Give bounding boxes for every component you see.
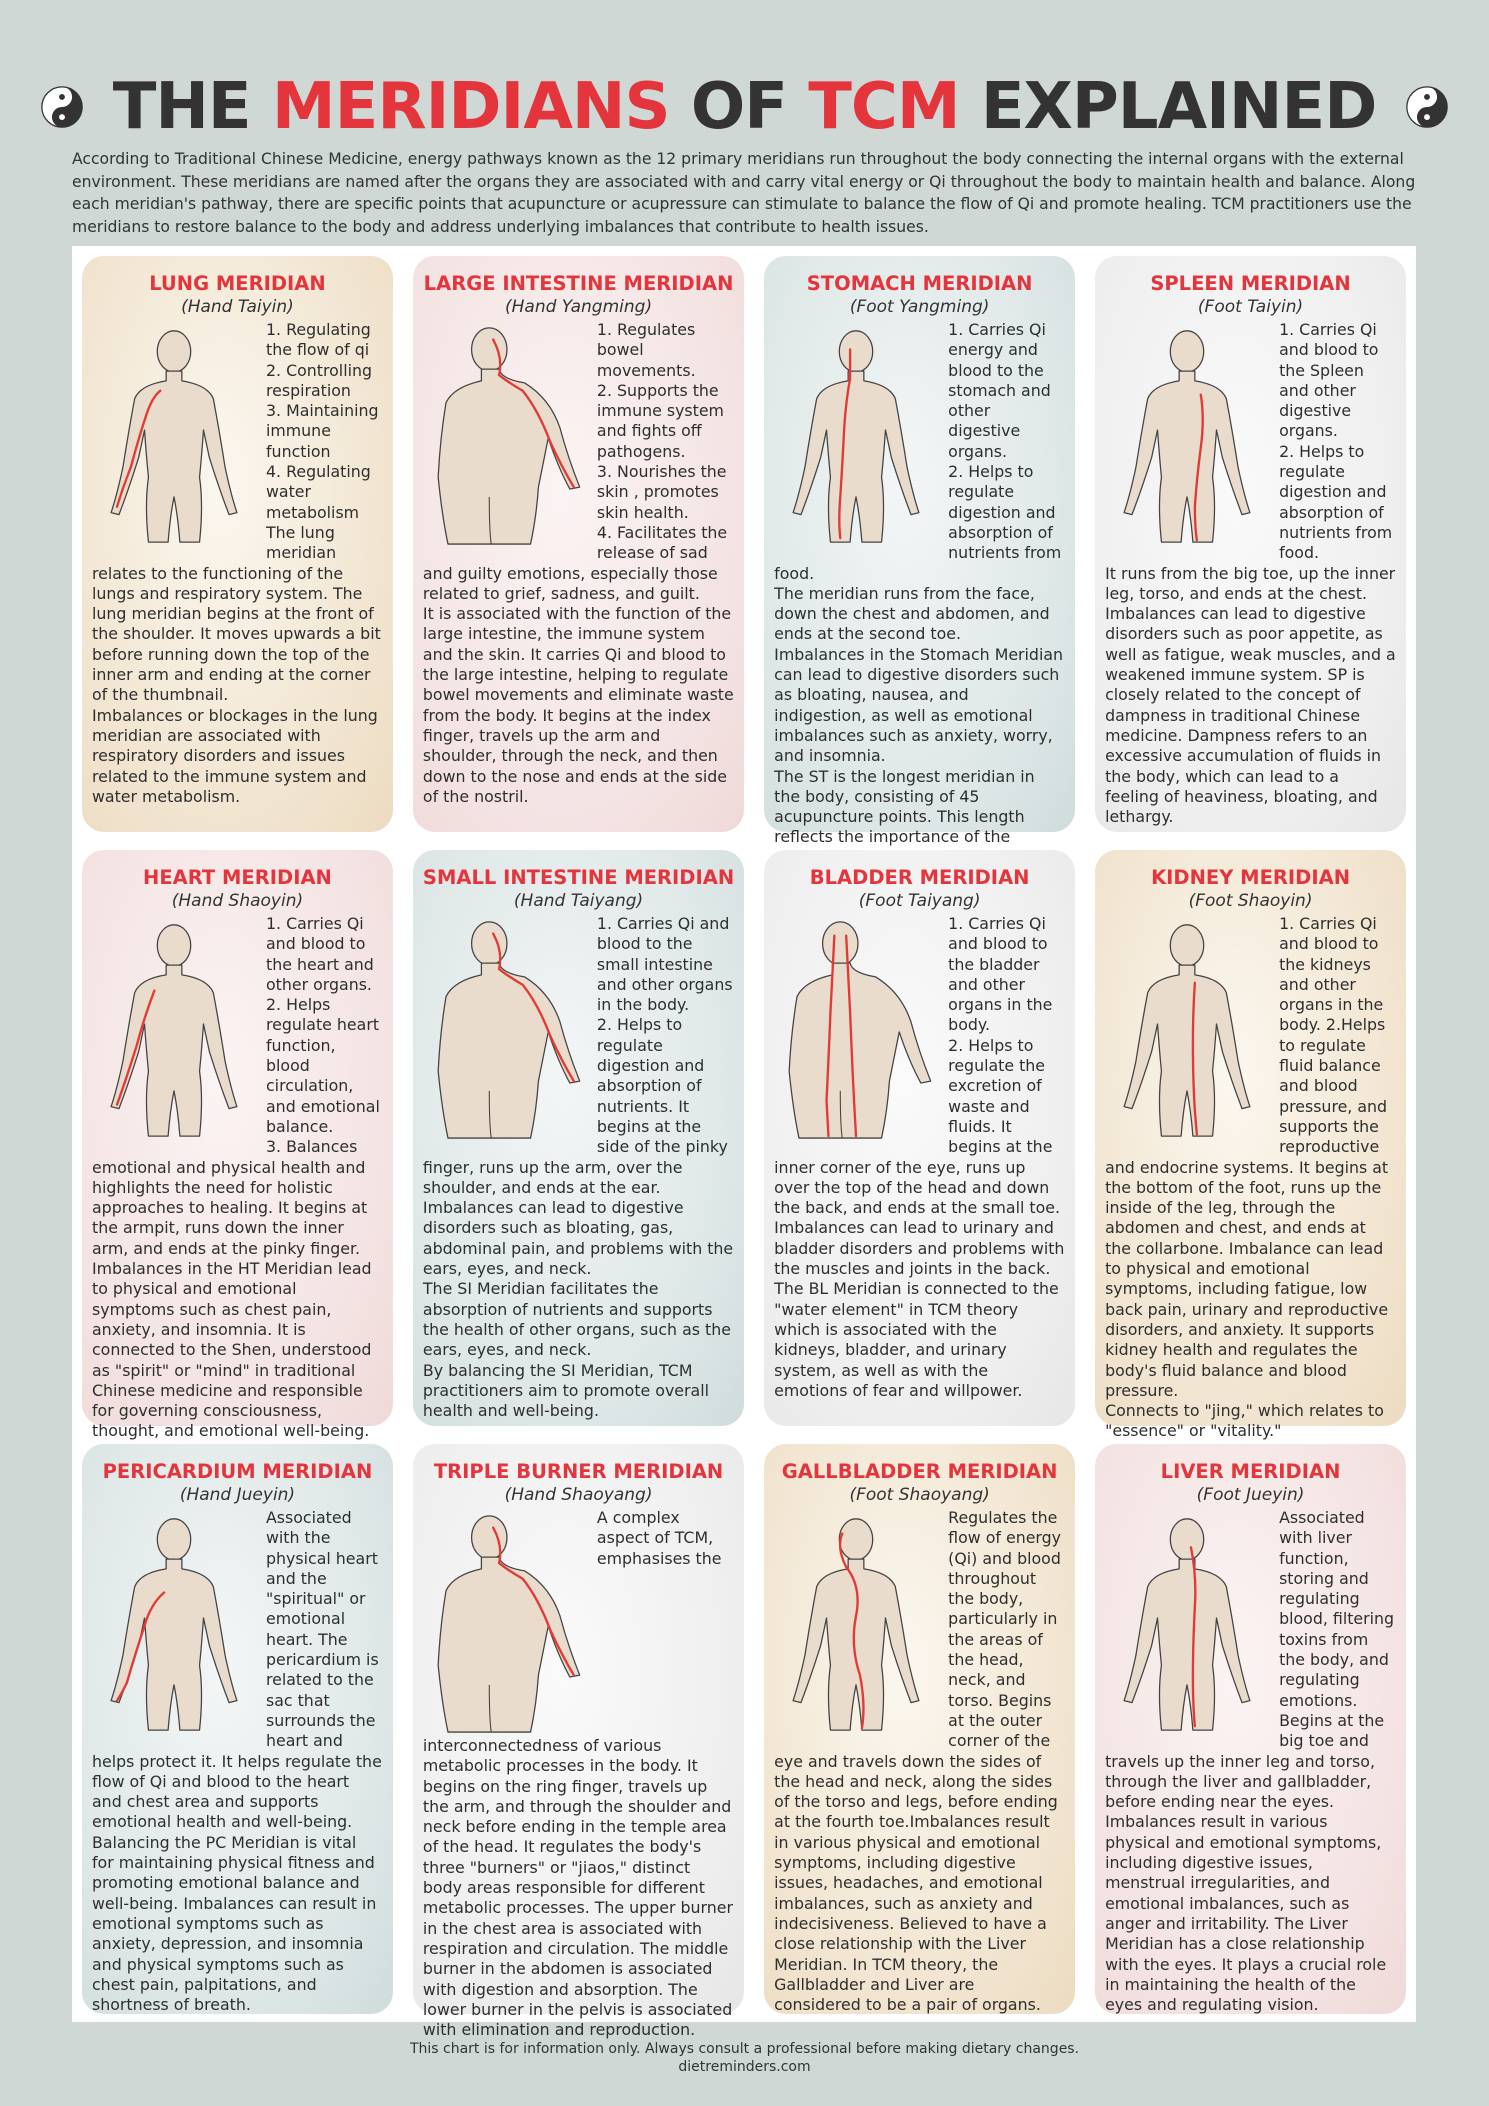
- footer: [0, 2040, 1489, 2076]
- card-description: 1. Regulating the flow of qi 2. Controlling respiration 3. Maintaining immune function 4. Regulating water metabolism The lung meridian relates to the functioning of the lungs and respiratory system. The lung meridian begins at the front of the shoulder. It moves upwards a bit before running down the top of the inner arm and ending at the corner of the thumbnail. Imbalances or blockages in the lung meridian are associated with respiratory disorders and issues related to the immune system and water metabolism.: [92, 320, 381, 806]
- body-figure-back: [419, 914, 591, 1142]
- intro-paragraph: According to Traditional Chinese Medicine, energy pathways known as the 12 primary meridians run throughout the body connecting the internal organs with the external environment. These meridians are named after the organs they are associated with and carry vital energy or Qi throughout the body to maintain health and balance. Along each meridian's pathway, there are specific points that acupuncture or acupressure can stimulate to balance the flow of Qi and promote healing. TCM practitioners use the meridians to restore balance to the body and address underlying imbalances that contribute to health issues.: [72, 150, 1416, 236]
- card-title: TRIPLE BURNER MERIDIAN: [433, 1460, 724, 1483]
- card-subtitle: (Hand Taiyin): [181, 297, 294, 317]
- card-description: 1. Carries Qi energy and blood to the stomach and other digestive organs. 2. Helps to regulate digestion and absorption of nutrients from food. The meridian runs from the face, down the chest and abdomen, and ends at the second toe. Imbalances in the Stomach Meridian can lead to digestive disorders such as bloating, nausea, and indigestion, as well as emotional imbalances such as anxiety, worry, and insomnia. The ST is the longest meridian in the body, consisting of 45 acupuncture points. This length reflects the importance of the: [774, 320, 1064, 847]
- site-credit: dietreminders.com: [678, 2059, 811, 2075]
- card-subtitle: (Foot Taiyin): [1197, 297, 1304, 317]
- card-subtitle: (Hand Jueyin): [179, 1485, 296, 1505]
- card-description: 1. Carries Qi and blood to the heart and other organs. 2. Helps regulate heart function, blood circulation, and emotional balance. 3. Balances emotional and physical health and highlights the need for holistic approaches to healing. It begins at the armpit, runs down the inner arm, and ends at the pinky finger. Imbalances in the HT Meridian lead to physical and emotional symptoms such as chest pain, anxiety, and insomnia. It is connected to the Shen, understood as "spirit" or "mind" in traditional Chinese medicine and responsible for governing consciousness, thought, and emotional well-being.: [92, 914, 380, 1441]
- card-title: STOMACH MERIDIAN: [806, 272, 1033, 295]
- lung-meridian-card: [82, 256, 393, 832]
- card-title: PERICARDIUM MERIDIAN: [102, 1460, 373, 1483]
- card-subtitle: (Hand Taiyang): [513, 891, 644, 911]
- card-subtitle: (Hand Shaoyang): [504, 1485, 653, 1505]
- body-figure-back: [770, 914, 942, 1142]
- stomach-meridian-card: [764, 256, 1075, 847]
- body-figure-front: [88, 1508, 260, 1736]
- body-figure-side: [770, 1508, 942, 1736]
- card-title: LIVER MERIDIAN: [1160, 1460, 1341, 1483]
- card-title: SPLEEN MERIDIAN: [1150, 272, 1351, 295]
- body-figure-front: [770, 320, 942, 548]
- card-subtitle: (Hand Yangming): [504, 297, 653, 317]
- card-subtitle: (Hand Shaoyin): [171, 891, 304, 911]
- body-figure-front: [1101, 914, 1273, 1142]
- card-title: LARGE INTESTINE MERIDIAN: [423, 272, 734, 295]
- pericardium-meridian-card: [82, 1444, 393, 2014]
- disclaimer: This chart is for information only. Always consult a professional before making dietary changes.: [409, 2041, 1080, 2057]
- card-description: Associated with liver function, storing and regulating blood, filtering toxins from the body, and regulating emotions. Begins at the big toe and travels up the inner leg and torso, through the liver and gallbladder, before ending near the eyes. Imbalances result in various physical and emotional symptoms, including digestive issues, menstrual irregularities, and emotional imbalances, such as anger and irritability. The Liver Meridian has a close relationship with the eyes. It plays a crucial role in maintaining the health of the eyes and regulating vision.: [1105, 1508, 1395, 2015]
- yin-yang-icon-left: [41, 86, 83, 128]
- body-figure-back: [419, 1508, 591, 1736]
- card-title: HEART MERIDIAN: [143, 866, 332, 889]
- gallbladder-meridian-card: [764, 1444, 1075, 2014]
- body-figure-back: [419, 320, 591, 548]
- card-description: Regulates the flow of energy (Qi) and blood throughout the body, particularly in the areas of the head, neck, and torso. Begins at the outer corner of the eye and travels down the sides of the head and neck, along the sides of the torso and legs, before ending at the fourth toe.Imbalances result in various physical and emotional symptoms, including digestive issues, headaches, and emotional imbalances, such as anxiety and indecisiveness. Believed to have a close relationship with the Liver Meridian. In TCM theory, the Gallbladder and Liver are considered to be a pair of organs.: [774, 1508, 1062, 2015]
- page-title: THE MERIDIANS OF TCM EXPLAINED: [112, 70, 1377, 144]
- card-title: KIDNEY MERIDIAN: [1151, 866, 1351, 889]
- body-figure-front: [1101, 320, 1273, 548]
- body-figure-front: [88, 320, 260, 548]
- card-subtitle: (Foot Taiyang): [858, 891, 981, 911]
- header: [0, 62, 1489, 152]
- card-subtitle: (Foot Shaoyin): [1188, 891, 1313, 911]
- large-intestine-meridian-card: [413, 256, 744, 832]
- card-subtitle: (Foot Yangming): [849, 297, 990, 317]
- card-description: 1. Regulates bowel movements. 2. Supports the immune system and fights off pathogens. 3. Nourishes the skin , promotes skin health. 4. Facilitates the release of sad and guilty emotions, especially those related to grief, sadness, and guilt. It is associated with the function of the large intestine, the immune system and the skin. It carries Qi and blood to the large intestine, helping to regulate bowel movements and eliminate waste from the body. It begins at the index finger, travels up the arm and shoulder, through the neck, and then down to the nose and ends at the side of the nostril.: [422, 320, 734, 806]
- body-figure-front: [88, 914, 260, 1142]
- card-title: SMALL INTESTINE MERIDIAN: [422, 866, 735, 889]
- meridian-grid: [72, 246, 1416, 2040]
- card-description: 1. Carries Qi and blood to the Spleen and other digestive organs. 2. Helps to regulate digestion and absorption of nutrients from food. It runs from the big toe, up the inner leg, torso, and ends at the chest. Imbalances can lead to digestive disorders such as poor appetite, as well as fatigue, weak muscles, and a weakened immune system. SP is closely related to the concept of dampness in traditional Chinese medicine. Dampness refers to an excessive accumulation of fluids in the body, which can lead to a feeling of heaviness, bloating, and lethargy.: [1105, 320, 1396, 827]
- card-description: Associated with the physical heart and the "spiritual" or emotional heart. The pericardium is related to the sac that surrounds the heart and helps protect it. It helps regulate the flow of Qi and blood to the heart and chest area and supports emotional health and well-being. Balancing the PC Meridian is vital for maintaining physical fitness and promoting emotional balance and well-being. Imbalances can result in emotional symptoms such as anxiety, depression, and insomnia and physical symptoms such as chest pain, palpitations, and shortness of breath.: [92, 1508, 382, 2015]
- bladder-meridian-card: [764, 850, 1075, 1426]
- small-intestine-meridian-card: [413, 850, 744, 1426]
- card-title: BLADDER MERIDIAN: [809, 866, 1030, 889]
- card-title: LUNG MERIDIAN: [149, 272, 326, 295]
- heart-meridian-card: [82, 850, 393, 1441]
- kidney-meridian-card: [1095, 850, 1406, 1441]
- yin-yang-icon-right: [1406, 86, 1448, 128]
- card-description: 1. Carries Qi and blood to the kidneys and other organs in the body. 2.Helps to regulate fluid balance and blood pressure, and supports the reproductive and endocrine systems. It begins at the bottom of the foot, runs up the inside of the leg, through the abdomen and chest, and ends at the collarbone. Imbalance can lead to physical and emotional symptoms, including fatigue, low back pain, urinary and reproductive disorders, and anxiety. It supports kidney health and regulates the body's fluid balance and blood pressure. Connects to "jing," which relates to "essence" or "vitality.": [1105, 914, 1389, 1441]
- card-description: 1. Carries Qi and blood to the small intestine and other organs in the body. 2. Helps to regulate digestion and absorption of nutrients. It begins at the side of the pinky finger, runs up the arm, over the shoulder, and ends at the ear. Imbalances can lead to digestive disorders such as bloating, gas, abdominal pain, and problems with the ears, eyes, and neck. The SI Meridian facilitates the absorption of nutrients and supports the health of other organs, such as the ears, eyes, and neck. By balancing the SI Meridian, TCM practitioners aim to promote overall health and well-being.: [422, 914, 734, 1421]
- card-title: GALLBLADDER MERIDIAN: [781, 1460, 1058, 1483]
- card-description: 1. Carries Qi and blood to the bladder and other organs in the body. 2. Helps to regulate the excretion of waste and fluids. It begins at the inner corner of the eye, runs up over the top of the head and down the back, and ends at the small toe. Imbalances can lead to urinary and bladder disorders and problems with the muscles and joints in the back. The BL Meridian is connected to the "water element" in TCM theory which is associated with the kidneys, bladder, and urinary system, as well as with the emotions of fear and willpower.: [774, 914, 1065, 1400]
- triple-burner-meridian-card: [413, 1444, 744, 2040]
- body-figure-front: [1101, 1508, 1273, 1736]
- card-description: A complex aspect of TCM, emphasises the interconnectedness of various metabolic processes in the body. It begins on the ring finger, travels up the arm, and through the shoulder and neck before ending in the temple area of the head. It regulates the body's three "burners" or "jiaos," distinct body areas responsible for different metabolic processes. The upper burner in the chest area is associated with respiration and circulation. The middle burner in the abdomen is associated with digestion and absorption. The lower burner in the pelvis is associated with elimination and reproduction.: [422, 1508, 733, 2040]
- spleen-meridian-card: [1095, 256, 1406, 832]
- card-subtitle: (Foot Jueyin): [1196, 1485, 1305, 1505]
- liver-meridian-card: [1095, 1444, 1406, 2014]
- card-subtitle: (Foot Shaoyang): [849, 1485, 990, 1505]
